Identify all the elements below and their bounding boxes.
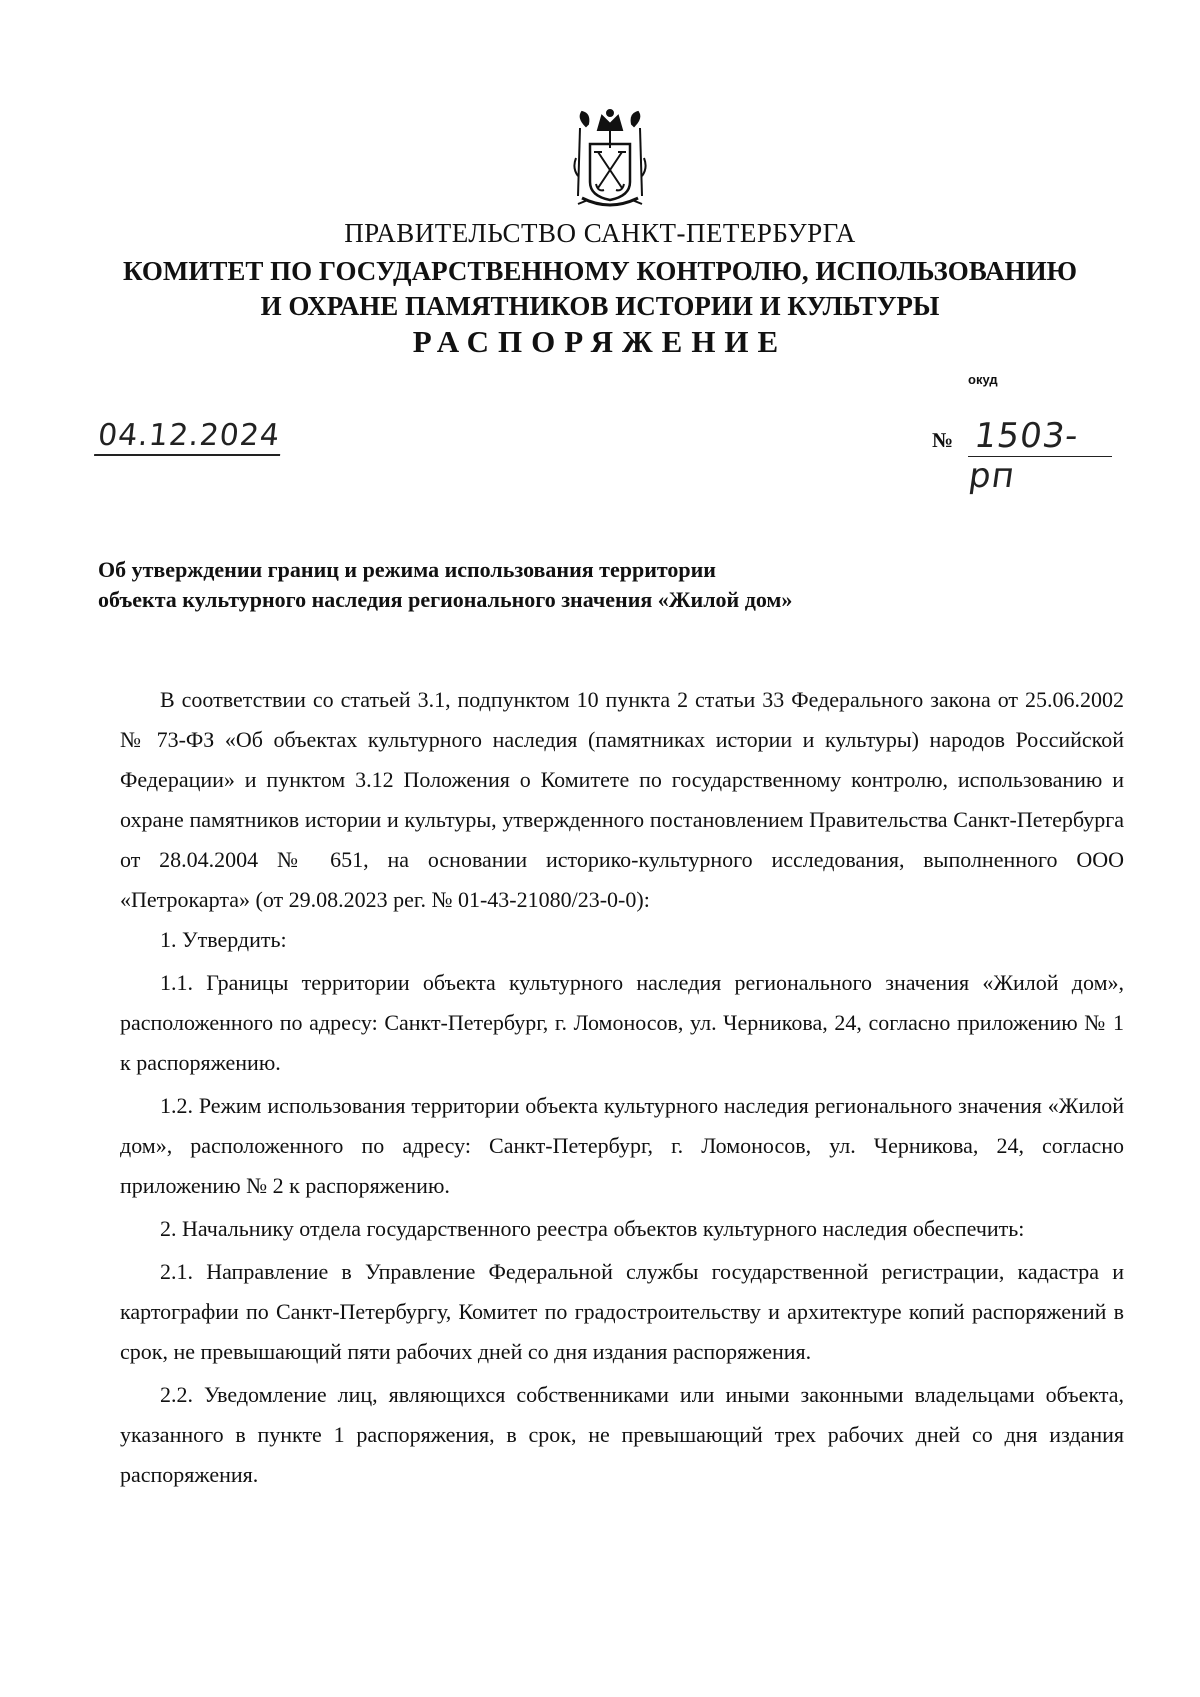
okud-label: окуд [968, 372, 998, 387]
item-1-2: 1.2. Режим использования территории объекта культурного наследия регионального значения «Жилой дом», расположенного по адресу: Санкт-Петербург, г. Ломоносов, ул. Черникова, 24, согласно приложению № 2 к распоряжению. [120, 1093, 1124, 1198]
document-type-title: РАСПОРЯЖЕНИЕ [412, 324, 788, 359]
number-sign: № [932, 428, 954, 452]
committee-name [0, 254, 1200, 324]
handwritten-date: 04.12.2024 [94, 418, 284, 456]
committee-name-line1: КОМИТЕТ ПО ГОСУДАРСТВЕННОМУ КОНТРОЛЮ, ИСПОЛЬЗОВАНИЮ [123, 256, 1077, 286]
document-subject [98, 555, 998, 615]
saint-petersburg-coat-of-arms-icon [568, 108, 652, 216]
handwritten-number: 1503-рп [966, 416, 1082, 496]
document-body [120, 680, 1124, 1495]
subject-line1: Об утверждении границ и режима использования территории [98, 557, 716, 582]
subject-line2: объекта культурного наследия регионального значения «Жилой дом» [98, 587, 793, 612]
item-2-1: 2.1. Направление в Управление Федеральной службы государственной регистрации, кадастра и картографии по Санкт-Петербургу, Комитет по градостроительству и архитектуре копий распоряжений в срок, не превышающий пяти рабочих дней со дня издания распоряжения. [120, 1259, 1124, 1364]
committee-name-line2: И ОХРАНЕ ПАМЯТНИКОВ ИСТОРИИ И КУЛЬТУРЫ [260, 291, 940, 321]
document-number [932, 416, 1112, 496]
item-2: 2. Начальнику отдела государственного реестра объектов культурного наследия обеспечить: [160, 1216, 1025, 1241]
government-name: ПРАВИТЕЛЬСТВО САНКТ-ПЕТЕРБУРГА [344, 218, 856, 248]
item-2-2: 2.2. Уведомление лиц, являющихся собственниками или иными законными владельцами объекта, указанного в пункте 1 распоряжения, в срок, не превышающий трех рабочих дней со дня издания распоряжения. [120, 1382, 1124, 1487]
preamble-paragraph: В соответствии со статьей 3.1, подпунктом 10 пункта 2 статьи 33 Федерального закона от 25.06.2002 № 73-ФЗ «Об объектах культурного наследия (памятниках истории и культуры) народов Российской Федерации» и пунктом 3.12 Положения о Комитете по государственному контролю, использованию и охране памятников истории и культуры, утвержденного постановлением Правительства Санкт-Петербурга от 28.04.2004 № 651, на основании историко-культурного исследования, выполненного ООО «Петрокарта» (от 29.08.2023 рег. № 01-43-21080/23-0-0): [120, 687, 1124, 912]
item-1-1: 1.1. Границы территории объекта культурного наследия регионального значения «Жилой дом», расположенного по адресу: Санкт-Петербург, г. Ломоносов, ул. Черникова, 24, согласно приложению № 1 к распоряжению. [120, 970, 1124, 1075]
item-1: 1. Утвердить: [160, 927, 287, 952]
